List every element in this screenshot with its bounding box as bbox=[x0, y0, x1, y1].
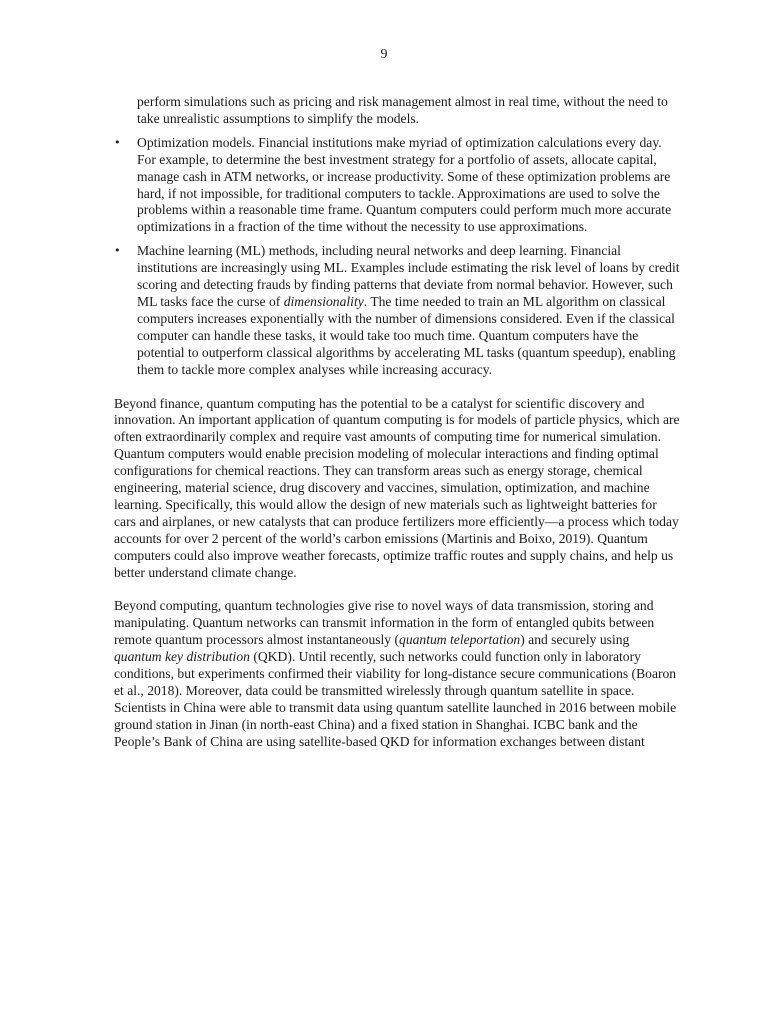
bullet-icon: • bbox=[114, 135, 121, 149]
paragraph-emphasis: quantum teleportation bbox=[399, 632, 521, 648]
paragraph-text-part: ) and securely using bbox=[520, 632, 630, 648]
page-number: 9 bbox=[380, 47, 388, 62]
bullet-text: Optimization models. Financial institutions make myriad of optimization calculations every day. For example, to determine the best investment strategy for a portfolio of assets, allocate capital, manage cash in ATM networks, or increase productivity. Some of these optimization problems are hard, if not impossible, for traditional computers to tackle. Approximations are used to solve the problems within a reasonable time frame. Quantum computers could perform much more accurate optimizations in a fraction of the time without the necessity to use approximations. bbox=[137, 134, 672, 235]
paragraph-text-part: Beyond computing, quantum technologies give rise to novel ways of data transmission, storing and manipulating. Quantum networks can transmit information in the form of entangled qubits between remote quantum processors almost instantaneously ( bbox=[114, 598, 655, 648]
bullet-list bbox=[114, 135, 680, 379]
bullet-text-part: Machine learning (ML) methods, including neural networks and deep learning. Financial institutions are increasingly using ML. Examples include estimating the risk level of loans by credit scoring and detecting frauds by finding patterns that deviate from normal behavior. However, such ML tasks face the curse of bbox=[137, 243, 680, 309]
bullet-icon: • bbox=[114, 244, 121, 258]
bullet-emphasis: dimensionality bbox=[283, 293, 364, 309]
bullet-item-machine-learning bbox=[114, 243, 680, 378]
bullet-text-part: . The time needed to train an ML algorithm on classical computers increases exponentially with the number of dimensions considered. Even if the classical computer can handle these tasks, it would take too much time. Quantum computers have the potential to outperform classical algorithms by accelerating ML tasks (quantum speedup), enabling them to tackle more complex analyses while increasing accuracy. bbox=[137, 293, 676, 377]
paragraph-beyond-computing bbox=[114, 598, 680, 750]
continuation-paragraph: perform simulations such as pricing and risk management almost in real time, without the need to take unrealistic assumptions to simplify the models. bbox=[137, 94, 668, 126]
paragraph-emphasis: quantum key distribution bbox=[114, 649, 250, 665]
paragraph-beyond-finance: Beyond finance, quantum computing has the potential to be a catalyst for scientific discovery and innovation. An important application of quantum computing is for models of particle physics, which are often extraordinarily complex and require vast amounts of computing time for numerical simulation. Quantum computers would enable precision modeling of molecular interactions and finding optimal configurations for chemical reactions. They can transform areas such as energy storage, chemical engineering, material science, drug discovery and vaccines, simulation, optimization, and machine learning. Specifically, this would allow the design of new materials such as lightweight batteries for cars and airplanes, or new catalysts that can produce fertilizers more efficiently—a process which today accounts for over 2 percent of the world’s carbon emissions (Martinis and Boixo, 2019). Quantum computers could also improve weather forecasts, optimize traffic routes and supply chains, and help us better understand climate change. bbox=[114, 395, 680, 580]
paragraph-text-part: (QKD). Until recently, such networks could function only in laboratory conditions, but experiments confirmed their viability for long-distance secure communications (Boaron et al., 2018). Moreover, data could be transmitted wirelessly through quantum satellite in space. Scientists in China were able to transmit data using quantum satellite launched in 2016 between mobile ground station in Jinan (in north-east China) and a fixed station in Shanghai. ICBC bank and the People’s Bank of China are using satellite-based QKD for information exchanges between distant bbox=[114, 649, 677, 749]
bullet-item-optimization bbox=[114, 135, 680, 236]
document-body bbox=[114, 94, 680, 751]
